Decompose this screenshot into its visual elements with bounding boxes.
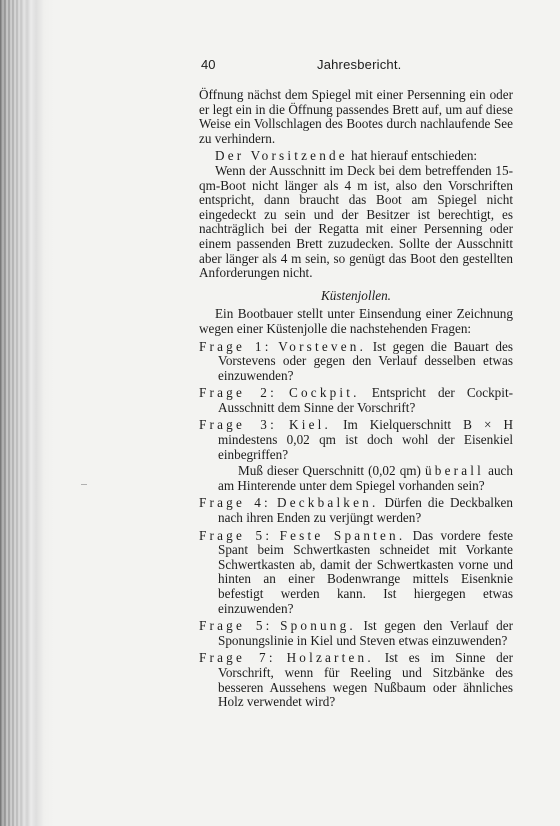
question-text: Ist gegen den Verlauf der Sponungslinie in Kiel und Steven etwas einzuwenden?: [218, 618, 514, 648]
question-topic: Feste Spanten.: [279, 527, 406, 543]
question-text: Dürfen die Deckbalken nach ihren Enden zu verjüngt werden?: [218, 495, 513, 526]
followup-spaced: überall: [425, 463, 485, 479]
question-label: Frage 1:: [199, 338, 272, 354]
intro-paragraph: Ein Bootbauer stellt unter Einsendung einer Zeichnung wegen einer Küstenjolle die nachstehenden Fragen:: [199, 306, 513, 336]
question-label: Frage 3:: [199, 417, 277, 433]
question-topic: Holzarten.: [286, 650, 374, 666]
chairman-spaced: Der Vorsitzende: [215, 148, 348, 164]
question-topic: Deckbalken.: [276, 495, 379, 511]
question-topic: Sponung.: [280, 618, 356, 634]
paragraph-2: [199, 149, 513, 164]
margin-mark: [81, 484, 87, 485]
question-text: Das vordere feste Spant beim Schwertkasten schneidet mit Vorkante Schwertkasten ab, damit der Schwertkasten vorne und hinten an einer Bodenwrange mittels Eisenknie befestigt werden kann. Ist hiergegen etwas einzuwenden?: [218, 527, 514, 616]
paragraph-2-rest: hat hierauf entschieden:: [347, 148, 478, 164]
followup-before: Muß dieser Querschnitt (0,02 qm): [238, 463, 426, 479]
question-text: Ist gegen die Bauart des Vorstevens oder gegen den Verlauf desselben etwas einzuwenden?: [218, 338, 513, 383]
question-5: [199, 529, 513, 617]
question-topic: Cockpit.: [289, 385, 360, 401]
page-number: 40: [201, 57, 216, 72]
question-text: Entspricht der Cockpit-Ausschnitt dem Sinne der Vorschrift?: [218, 385, 513, 415]
question-text: Ist es im Sinne der Vorschrift, wenn für Reeling und Sitzbänke des besseren Aussehens wegen Nußbaum oder ähnliches Holz verwendet wird?: [218, 650, 513, 710]
question-topic: Vorsteven.: [278, 338, 367, 354]
paragraph-1: Öffnung nächst dem Spiegel mit einer Persenning ein oder er legt ein in die Öffnung passendes Brett auf, um auf diese Weise ein Vollschlagen des Bootes durch nachlaufende See zu verhindern.: [199, 87, 513, 146]
question-label: Frage 7:: [199, 650, 276, 666]
question-6: [199, 619, 513, 648]
followup-after: auch am Hinterende unter dem Spiegel vorhanden sein?: [218, 463, 513, 493]
paragraph-3: Wenn der Ausschnitt im Deck bei dem betreffenden 15-qm-Boot nicht länger als 4 m ist, also den Vorschriften entspricht, dann braucht das Boot am Spiegel nicht eingedeckt zu sein und der Besitzer ist berechtigt, es nachträglich bei der Regatta mit einer Persenning oder einem passenden Brett zuzudecken. Sollte der Ausschnitt aber länger als 4 m sein, so genügt das Boot den gestellten Anforderungen nicht.: [199, 162, 513, 281]
question-label: Frage 5:: [199, 618, 273, 634]
question-label: Frage 2:: [199, 385, 277, 401]
question-2: [199, 386, 513, 415]
question-7: [199, 651, 513, 709]
question-label: Frage 5:: [199, 527, 273, 543]
running-head: Jahresbericht.: [317, 57, 402, 72]
text-block: [199, 58, 513, 710]
question-3-followup: [199, 464, 513, 493]
question-3: [199, 418, 513, 462]
question-text: Im Kielquerschnitt B × H mindestens 0,02 qm ist doch wohl der Eisenkiel einbegriffen?: [218, 417, 513, 462]
page-header: [199, 58, 513, 82]
question-label: Frage 4:: [199, 495, 271, 511]
question-4: [199, 496, 513, 525]
question-1: [199, 340, 513, 384]
page-binding-edge: [0, 0, 54, 826]
section-heading: Küstenjollen.: [321, 287, 391, 303]
question-topic: Kiel.: [289, 417, 332, 433]
